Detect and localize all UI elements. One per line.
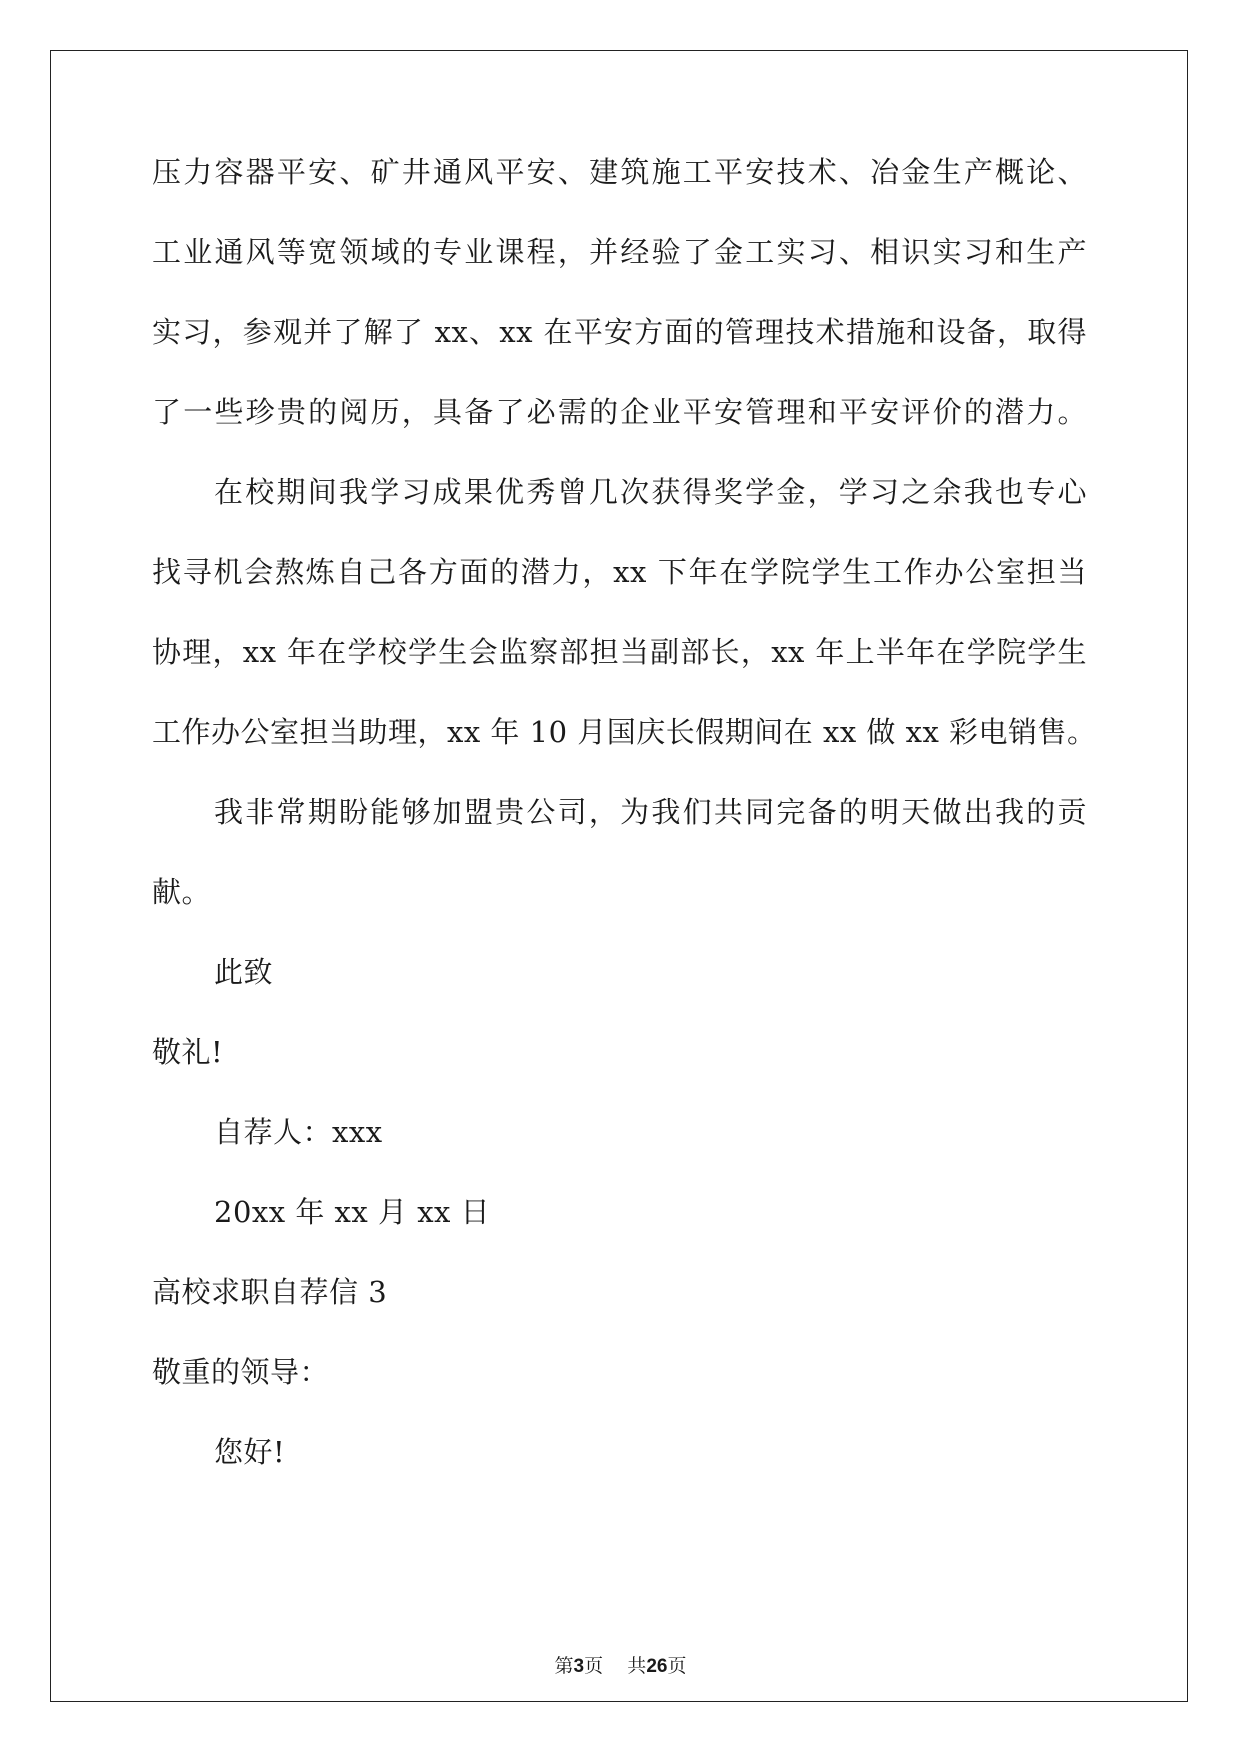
closing-regards: 敬礼!	[152, 1035, 224, 1069]
total-suffix: 页	[667, 1655, 687, 1677]
closing-salutation: 此致	[214, 955, 274, 989]
paragraph-line: 工业通风等宽领域的专业课程，并经验了金工实习、相识实习和生产	[152, 235, 1087, 269]
paragraph-line: 了一些珍贵的阅历，具备了必需的企业平安管理和平安评价的潜力。	[152, 395, 1087, 429]
paragraph-line: 压力容器平安、矿井通风平安、建筑施工平安技术、冶金生产概论、	[152, 155, 1087, 189]
section-title: 高校求职自荐信 3	[152, 1275, 388, 1309]
total-prefix: 共	[627, 1655, 647, 1677]
letter-hello: 您好!	[214, 1435, 286, 1469]
paragraph-line: 在校期间我学习成果优秀曾几次获得奖学金，学习之余我也专心	[214, 475, 1087, 509]
paragraph-line: 协理，xx 年在学校学生会监察部担当副部长，xx 年上半年在学院学生	[152, 635, 1087, 669]
page-prefix: 第	[554, 1655, 574, 1677]
page-footer	[0, 1654, 1241, 1679]
paragraph-line: 实习，参观并了解了 xx、xx 在平安方面的管理技术措施和设备，取得	[152, 315, 1087, 349]
paragraph-line: 我非常期盼能够加盟贵公司，为我们共同完备的明天做出我的贡	[214, 795, 1087, 829]
paragraph-line: 找寻机会熬炼自己各方面的潜力，xx 下年在学院学生工作办公室担当	[152, 555, 1087, 589]
signature-name: 自荐人：xxx	[214, 1115, 383, 1149]
page-suffix: 页	[584, 1655, 604, 1677]
letter-greeting: 敬重的领导：	[152, 1355, 330, 1389]
signature-date: 20xx 年 xx 月 xx 日	[214, 1195, 491, 1229]
total-pages: 26	[646, 1656, 668, 1677]
paragraph-line: 献。	[152, 875, 212, 909]
page-number: 3	[573, 1656, 585, 1677]
paragraph-line: 工作办公室担当助理，xx 年 10 月国庆长假期间在 xx 做 xx 彩电销售。	[152, 715, 1097, 749]
